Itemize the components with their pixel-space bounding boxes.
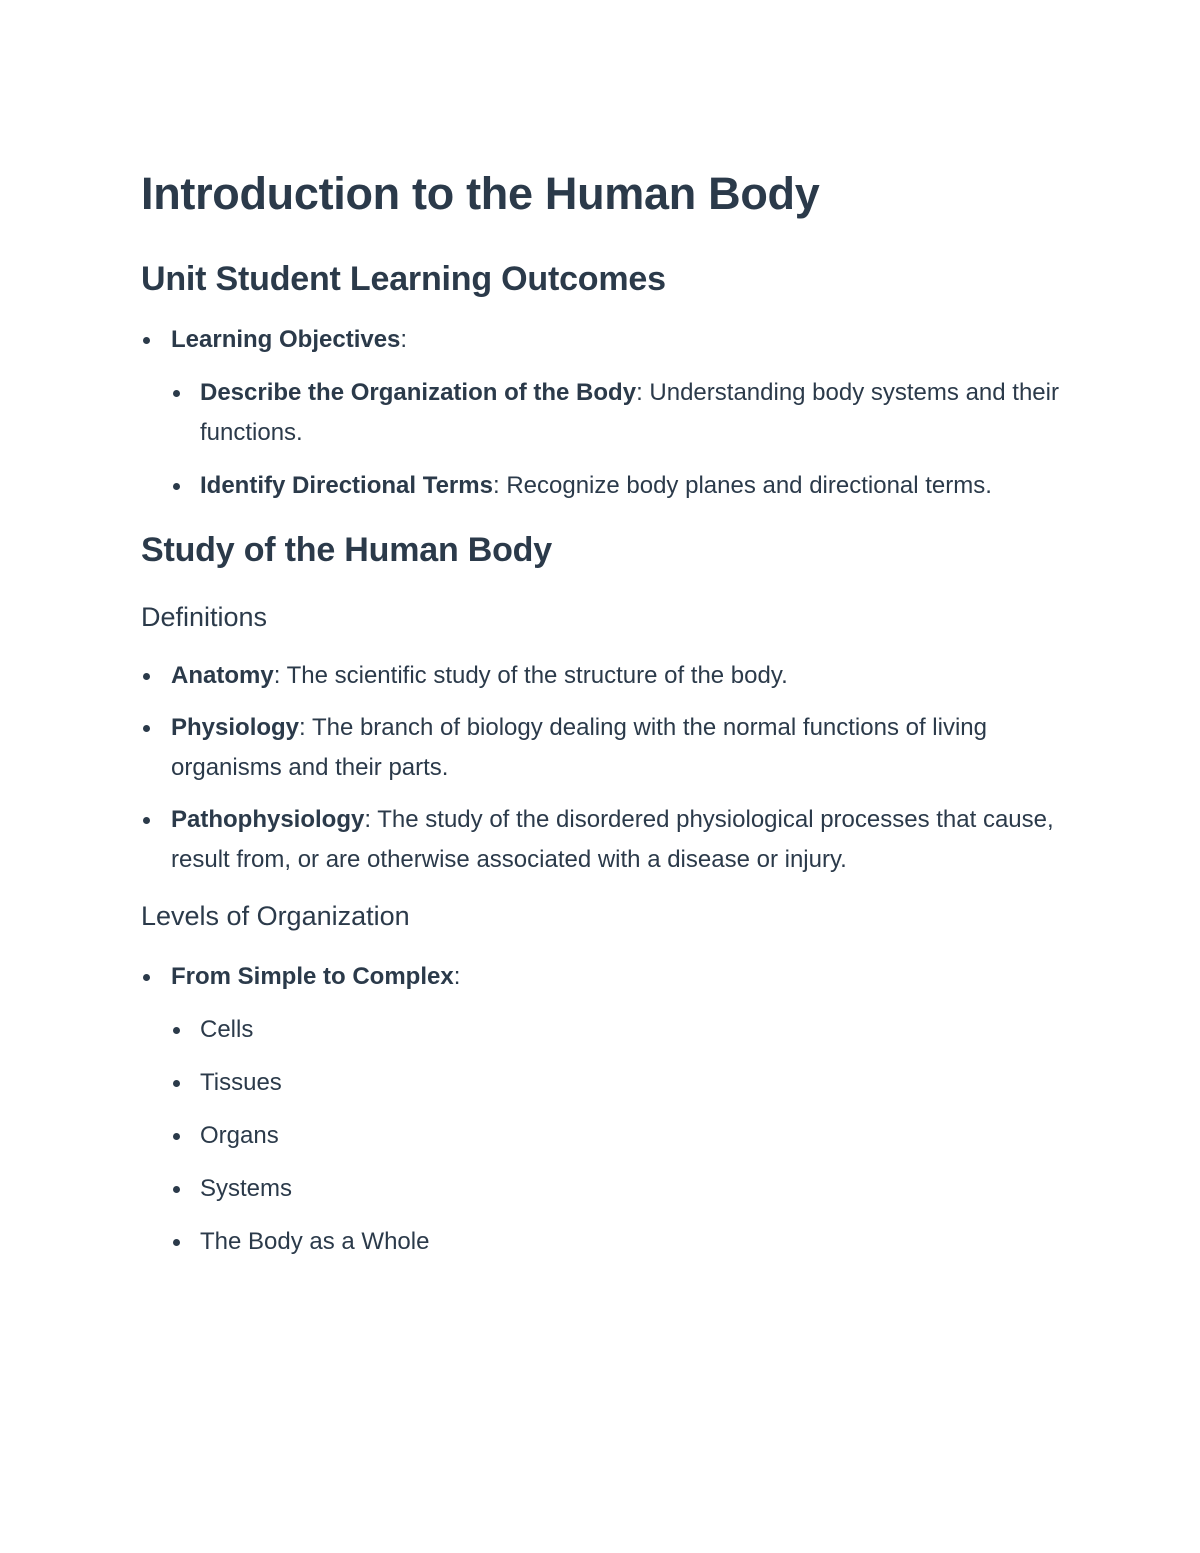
levels-list	[141, 957, 1061, 1262]
definitions-list	[141, 656, 1061, 880]
bullet-icon	[143, 974, 150, 981]
list-item-desc: Understanding body systems and their functions.	[200, 379, 1059, 446]
list-item-text: Organs	[200, 1122, 279, 1149]
list-item-sep: :	[273, 662, 287, 689]
list-item-text: The Body as a Whole	[200, 1228, 430, 1255]
list-item	[141, 320, 1061, 360]
list-item-text: Systems	[200, 1175, 293, 1202]
list-item	[141, 1222, 1061, 1262]
list-item-term: Describe the Organization of the Body	[200, 379, 637, 406]
list-item-term: Physiology	[171, 714, 300, 741]
list-item	[141, 656, 1061, 696]
list-item-sep: :	[299, 714, 312, 741]
list-item-text: Tissues	[200, 1069, 282, 1096]
list-item-sep: :	[492, 472, 507, 499]
list-item-desc: The study of the disordered physiological processes that cause, result from, or are otherwise associated with a disease or injury.	[171, 806, 1054, 873]
outcomes-list	[141, 320, 1061, 506]
list-item	[141, 800, 1061, 880]
list-item-term: Anatomy	[171, 662, 274, 689]
section-heading-outcomes: Unit Student Learning Outcomes	[141, 260, 666, 298]
subsection-heading-levels: Levels of Organization	[141, 901, 410, 931]
list-item-suffix: :	[400, 326, 408, 353]
bullet-icon	[143, 725, 150, 732]
list-item	[141, 708, 1061, 788]
section-heading-study: Study of the Human Body	[141, 531, 552, 569]
list-item	[141, 1063, 1061, 1103]
list-item-desc: Recognize body planes and directional terms.	[506, 472, 992, 499]
bullet-icon	[143, 673, 150, 680]
list-item	[141, 1169, 1061, 1209]
bullet-icon	[173, 1133, 180, 1140]
bullet-icon	[173, 390, 180, 397]
list-item-suffix: :	[453, 963, 461, 990]
list-item-term: Identify Directional Terms	[200, 472, 493, 499]
list-item	[141, 1010, 1061, 1050]
bullet-icon	[173, 483, 180, 490]
list-item-term: Pathophysiology	[171, 806, 365, 833]
list-item-text: Cells	[200, 1016, 254, 1043]
bullet-icon	[173, 1027, 180, 1034]
page-title: Introduction to the Human Body	[141, 168, 820, 219]
document-page	[141, 166, 1061, 1262]
list-item-desc: The branch of biology dealing with the normal functions of living organisms and their parts.	[171, 714, 987, 781]
list-item-desc: The scientific study of the structure of the body.	[286, 662, 788, 689]
list-item-label: From Simple to Complex	[171, 963, 454, 990]
bullet-icon	[173, 1080, 180, 1087]
bullet-icon	[143, 817, 150, 824]
bullet-icon	[173, 1239, 180, 1246]
list-item	[141, 1116, 1061, 1156]
subsection-heading-definitions: Definitions	[141, 602, 268, 632]
list-item-sep: :	[636, 379, 650, 406]
list-item	[141, 957, 1061, 997]
list-item-label: Learning Objectives	[171, 326, 401, 353]
list-item	[141, 466, 1061, 506]
list-item-sep: :	[364, 806, 378, 833]
bullet-icon	[173, 1186, 180, 1193]
bullet-icon	[143, 337, 150, 344]
list-item	[141, 373, 1061, 453]
